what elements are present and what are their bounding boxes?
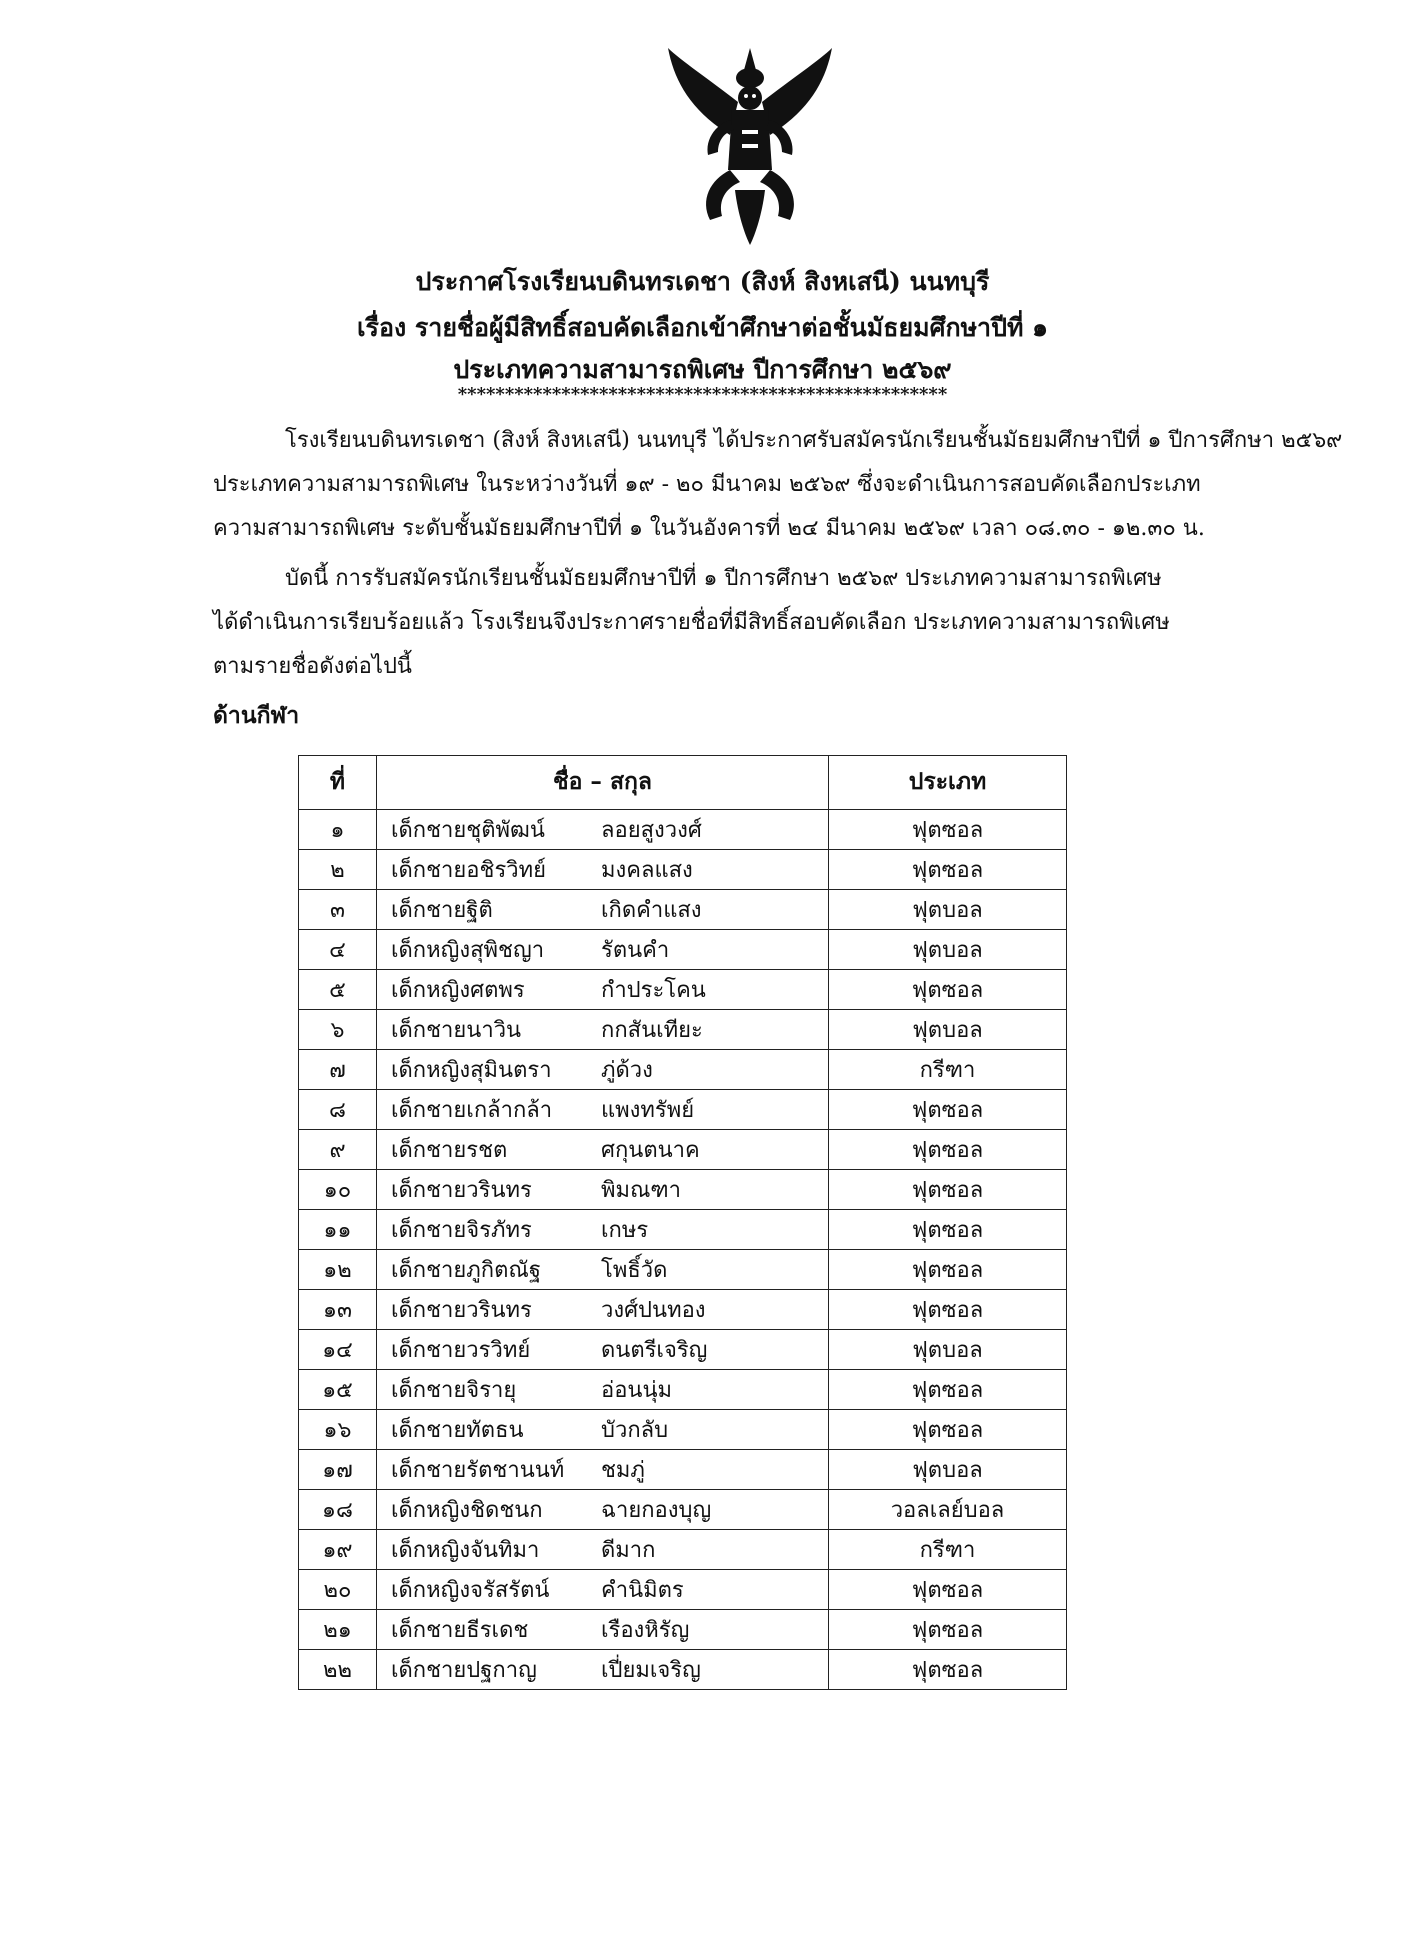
row-sport-type: ฟุตบอล bbox=[829, 1450, 1067, 1490]
table-row bbox=[299, 1250, 1067, 1290]
paragraph-1-line-2: ประเภทความสามารถพิเศษ ในระหว่างวันที่ ๑๙ - ๒๐ มีนาคม ๒๕๖๙ ซึ่งจะดำเนินการสอบคัดเลือกประเภท bbox=[213, 472, 1201, 497]
row-name bbox=[377, 1530, 829, 1570]
first-name: เด็กหญิงจรัสรัตน์ bbox=[391, 1578, 550, 1603]
table-row bbox=[299, 890, 1067, 930]
row-name bbox=[377, 1650, 829, 1690]
row-name bbox=[377, 1090, 829, 1130]
last-name: ภู่ด้วง bbox=[601, 1058, 653, 1083]
row-sport-type: กรีฑา bbox=[829, 1050, 1067, 1090]
row-sport-type: ฟุตบอล bbox=[829, 1010, 1067, 1050]
row-sport-type: ฟุตซอล bbox=[829, 1090, 1067, 1130]
row-sport-type: ฟุตซอล bbox=[829, 1650, 1067, 1690]
first-name: เด็กชายนาวิน bbox=[391, 1018, 522, 1043]
table-body bbox=[299, 810, 1067, 1690]
last-name: ลอยสูงวงศ์ bbox=[601, 818, 702, 843]
last-name: ชมภู่ bbox=[601, 1458, 645, 1483]
row-sport-type: ฟุตซอล bbox=[829, 1210, 1067, 1250]
table-row bbox=[299, 1450, 1067, 1490]
last-name: แพงทรัพย์ bbox=[601, 1098, 695, 1123]
row-sport-type: ฟุตบอล bbox=[829, 930, 1067, 970]
row-name bbox=[377, 1570, 829, 1610]
paragraph-2-line-1: บัดนี้ การรับสมัครนักเรียนชั้นมัธยมศึกษาปีที่ ๑ ปีการศึกษา ๒๕๖๙ ประเภทความสามารถพิเศษ bbox=[285, 566, 1162, 591]
row-number: ๑๕ bbox=[299, 1370, 377, 1410]
row-number: ๒๐ bbox=[299, 1570, 377, 1610]
table-row bbox=[299, 1090, 1067, 1130]
last-name: เกิดคำแสง bbox=[601, 898, 702, 923]
separator-line: **************************************************** bbox=[457, 384, 948, 405]
row-name bbox=[377, 1370, 829, 1410]
row-name bbox=[377, 1250, 829, 1290]
row-sport-type: ฟุตซอล bbox=[829, 1130, 1067, 1170]
row-sport-type: กรีฑา bbox=[829, 1530, 1067, 1570]
row-name bbox=[377, 1450, 829, 1490]
first-name: เด็กชายวรวิทย์ bbox=[391, 1338, 531, 1363]
row-name bbox=[377, 970, 829, 1010]
table-row bbox=[299, 1210, 1067, 1250]
last-name: ดีมาก bbox=[601, 1538, 656, 1563]
table-row bbox=[299, 930, 1067, 970]
paragraph-2-line-2: ได้ดำเนินการเรียบร้อยแล้ว โรงเรียนจึงประกาศรายชื่อที่มีสิทธิ์สอบคัดเลือก ประเภทความสามารถพิเศษ bbox=[213, 610, 1170, 635]
first-name: เด็กชายทัตธน bbox=[391, 1418, 524, 1443]
row-sport-type: ฟุตบอล bbox=[829, 890, 1067, 930]
first-name: เด็กชายฐิติ bbox=[391, 898, 493, 923]
table-row bbox=[299, 1410, 1067, 1450]
last-name: อ่อนนุ่ม bbox=[601, 1378, 673, 1403]
first-name: เด็กชายวรินทร bbox=[391, 1298, 532, 1323]
first-name: เด็กชายจิรภัทร bbox=[391, 1218, 532, 1243]
row-name bbox=[377, 1050, 829, 1090]
table-row bbox=[299, 1570, 1067, 1610]
row-name bbox=[377, 1410, 829, 1450]
row-number: ๔ bbox=[299, 930, 377, 970]
row-number: ๑๓ bbox=[299, 1290, 377, 1330]
table-row bbox=[299, 1130, 1067, 1170]
table-row bbox=[299, 1490, 1067, 1530]
row-name bbox=[377, 1170, 829, 1210]
row-name bbox=[377, 1330, 829, 1370]
table-row bbox=[299, 1010, 1067, 1050]
row-number: ๑๘ bbox=[299, 1490, 377, 1530]
row-number: ๑๙ bbox=[299, 1530, 377, 1570]
row-sport-type: ฟุตซอล bbox=[829, 1250, 1067, 1290]
row-number: ๒๒ bbox=[299, 1650, 377, 1690]
paragraph-2-line-3: ตามรายชื่อดังต่อไปนี้ bbox=[213, 654, 412, 679]
last-name: ศกุนตนาค bbox=[601, 1138, 700, 1163]
row-number: ๕ bbox=[299, 970, 377, 1010]
row-number: ๑๒ bbox=[299, 1250, 377, 1290]
last-name: เรืองหิรัญ bbox=[601, 1618, 690, 1643]
row-sport-type: ฟุตซอล bbox=[829, 1170, 1067, 1210]
last-name: มงคลแสง bbox=[601, 858, 693, 883]
row-number: ๒ bbox=[299, 850, 377, 890]
first-name: เด็กชายชุติพัฒน์ bbox=[391, 818, 545, 843]
row-number: ๘ bbox=[299, 1090, 377, 1130]
row-name bbox=[377, 1130, 829, 1170]
row-name bbox=[377, 930, 829, 970]
section-title-sports: ด้านกีฬา bbox=[213, 702, 300, 729]
last-name: พิมณฑา bbox=[601, 1178, 682, 1203]
first-name: เด็กชายธีรเดช bbox=[391, 1618, 529, 1643]
row-sport-type: ฟุตซอล bbox=[829, 810, 1067, 850]
last-name: กกสันเทียะ bbox=[601, 1018, 703, 1043]
table-row bbox=[299, 810, 1067, 850]
row-number: ๖ bbox=[299, 1010, 377, 1050]
last-name: ดนตรีเจริญ bbox=[601, 1338, 708, 1363]
table-row bbox=[299, 1050, 1067, 1090]
first-name: เด็กชายภูกิตณัฐ bbox=[391, 1258, 541, 1283]
row-number: ๑๗ bbox=[299, 1450, 377, 1490]
first-name: เด็กหญิงสุมินตรา bbox=[391, 1058, 552, 1083]
row-number: ๑๑ bbox=[299, 1210, 377, 1250]
row-number: ๑๐ bbox=[299, 1170, 377, 1210]
row-name bbox=[377, 1010, 829, 1050]
paragraph-1-line-1: โรงเรียนบดินทรเดชา (สิงห์ สิงหเสนี) นนทบุรี ได้ประกาศรับสมัครนักเรียนชั้นมัธยมศึกษาปีที่ ๑ ปีการศึกษา ๒๕๖๙ bbox=[285, 428, 1343, 453]
table-row bbox=[299, 1650, 1067, 1690]
table-row bbox=[299, 1290, 1067, 1330]
candidate-table bbox=[298, 755, 1067, 1690]
table-header-row bbox=[299, 756, 1067, 810]
row-sport-type: ฟุตซอล bbox=[829, 1570, 1067, 1610]
first-name: เด็กชายรชต bbox=[391, 1138, 508, 1163]
header-no: ที่ bbox=[299, 756, 377, 810]
row-sport-type: ฟุตบอล bbox=[829, 1330, 1067, 1370]
row-sport-type: ฟุตซอล bbox=[829, 1370, 1067, 1410]
last-name: บัวกลับ bbox=[601, 1418, 669, 1443]
row-name bbox=[377, 810, 829, 850]
last-name: รัตนคำ bbox=[601, 938, 670, 963]
row-sport-type: วอลเลย์บอล bbox=[829, 1490, 1067, 1530]
row-number: ๑ bbox=[299, 810, 377, 850]
table-row bbox=[299, 1530, 1067, 1570]
first-name: เด็กหญิงศตพร bbox=[391, 978, 525, 1003]
row-name bbox=[377, 1610, 829, 1650]
last-name: ฉายกองบุญ bbox=[601, 1498, 712, 1523]
first-name: เด็กชายจิรายุ bbox=[391, 1378, 517, 1403]
first-name: เด็กหญิงจันทิมา bbox=[391, 1538, 540, 1563]
first-name: เด็กชายอชิรวิทย์ bbox=[391, 858, 547, 883]
header-name: ชื่อ – สกุล bbox=[377, 756, 829, 810]
row-number: ๙ bbox=[299, 1130, 377, 1170]
garuda-emblem-icon bbox=[660, 40, 840, 250]
row-number: ๗ bbox=[299, 1050, 377, 1090]
row-sport-type: ฟุตซอล bbox=[829, 1610, 1067, 1650]
row-name bbox=[377, 1490, 829, 1530]
table-row bbox=[299, 1610, 1067, 1650]
last-name: เกษร bbox=[601, 1218, 649, 1243]
table-row bbox=[299, 850, 1067, 890]
row-number: ๑๔ bbox=[299, 1330, 377, 1370]
announcement-category: ประเภทความสามารถพิเศษ ปีการศึกษา ๒๕๖๙ bbox=[453, 355, 952, 384]
row-number: ๓ bbox=[299, 890, 377, 930]
row-sport-type: ฟุตซอล bbox=[829, 970, 1067, 1010]
row-sport-type: ฟุตซอล bbox=[829, 1410, 1067, 1450]
first-name: เด็กชายวรินทร bbox=[391, 1178, 532, 1203]
row-sport-type: ฟุตซอล bbox=[829, 850, 1067, 890]
first-name: เด็กหญิงชิดชนก bbox=[391, 1498, 543, 1523]
table-row bbox=[299, 1370, 1067, 1410]
row-name bbox=[377, 1290, 829, 1330]
paragraph-1-line-3: ความสามารถพิเศษ ระดับชั้นมัธยมศึกษาปีที่ ๑ ในวันอังคารที่ ๒๔ มีนาคม ๒๕๖๙ เวลา ๐๘.๓๐ - ๑๒.๓๐ น. bbox=[213, 516, 1205, 541]
announcement-subject: เรื่อง รายชื่อผู้มีสิทธิ์สอบคัดเลือกเข้าศึกษาต่อชั้นมัธยมศึกษาปีที่ ๑ bbox=[356, 313, 1049, 342]
last-name: กำประโคน bbox=[601, 978, 706, 1003]
first-name: เด็กชายเกล้ากล้า bbox=[391, 1098, 553, 1123]
row-number: ๑๖ bbox=[299, 1410, 377, 1450]
last-name: วงศ์ปนทอง bbox=[601, 1298, 706, 1323]
last-name: โพธิ์วัด bbox=[601, 1258, 668, 1283]
table-row bbox=[299, 970, 1067, 1010]
table-row bbox=[299, 1330, 1067, 1370]
row-name bbox=[377, 850, 829, 890]
table-row bbox=[299, 1170, 1067, 1210]
announcement-title: ประกาศโรงเรียนบดินทรเดชา (สิงห์ สิงหเสนี) นนทบุรี bbox=[415, 267, 990, 296]
row-name bbox=[377, 890, 829, 930]
last-name: คำนิมิตร bbox=[601, 1578, 684, 1603]
first-name: เด็กหญิงสุพิชญา bbox=[391, 938, 545, 963]
first-name: เด็กชายปฐกาญ bbox=[391, 1658, 537, 1683]
first-name: เด็กชายรัตชานนท์ bbox=[391, 1458, 565, 1483]
row-number: ๒๑ bbox=[299, 1610, 377, 1650]
row-sport-type: ฟุตซอล bbox=[829, 1290, 1067, 1330]
last-name: เปี่ยมเจริญ bbox=[601, 1658, 701, 1683]
row-name bbox=[377, 1210, 829, 1250]
header-type: ประเภท bbox=[829, 756, 1067, 810]
